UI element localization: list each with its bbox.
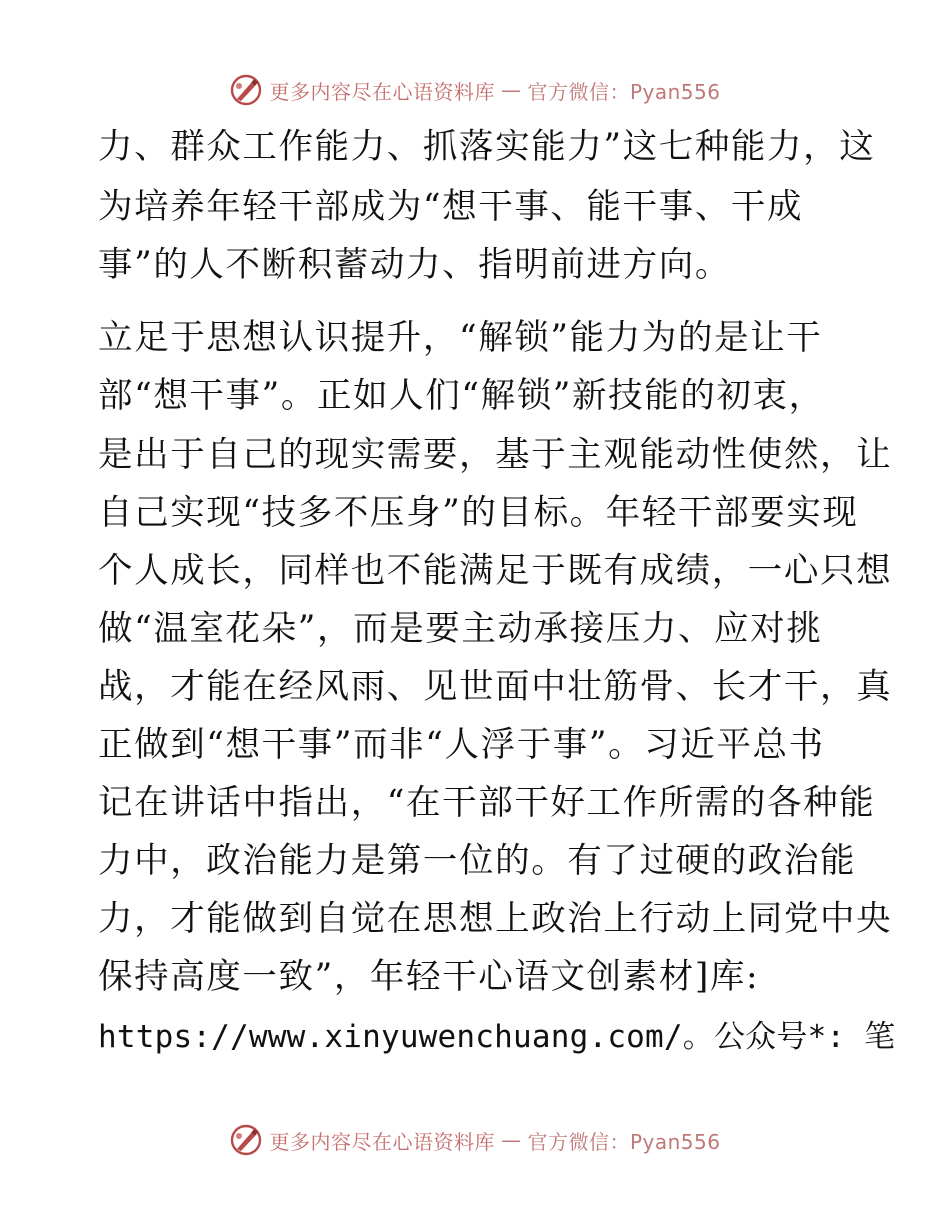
watermark-dash: — [500,1128,522,1152]
text-line: 个人成长，同样也不能满足于既有成绩，一心只想 [98,551,893,591]
watermark-library-text: 更多内容尽在心语资料库 [269,79,495,104]
text-line: 自己实现“技多不压身”的目标。年轻干部要实现 [98,493,859,533]
watermark-wechat-text: 官方微信：Pyan556 [527,1129,721,1154]
text-line: 保持高度一致”，年轻干心语文创素材]库: [98,957,760,997]
header-watermark-banner [0,70,950,110]
text-line: 部“想干事”。正如人们“解锁”新技能的初衷， [98,376,825,416]
text-line: 力、群众工作能力、抓落实能力”这七种能力，这 [98,127,876,167]
text-line: 战，才能在经风雨、见世面中壮筋骨、长才干，真 [98,667,893,707]
pen-logo-icon [229,1123,263,1157]
watermark-dash: — [500,78,522,102]
footer-watermark-banner [0,1120,950,1160]
text-line: 正做到“想干事”而非“人浮于事”。习近平总书 [98,725,825,765]
watermark-library-text: 更多内容尽在心语资料库 [269,1129,495,1154]
text-line: 力，才能做到自觉在思想上政治上行动上同党中央 [98,899,893,939]
text-line: 记在讲话中指出，“在干部干好工作所需的各种能 [98,783,876,823]
text-line: 立足于思想认识提升，“解锁”能力为的是让干 [98,318,823,358]
text-line: 力中，政治能力是第一位的。有了过硬的政治能 [98,841,857,881]
pen-logo-icon [229,73,263,107]
text-line: 为培养年轻干部成为“想干事、能干事、干成 [98,187,804,227]
watermark-wechat-text: 官方微信：Pyan556 [527,79,721,104]
text-line: 是出于自己的现实需要，基于主观能动性使然，让 [98,435,893,475]
text-line: 做“温室花朵”，而是要主动承接压力、应对挑 [98,609,823,649]
text-line-url: https://www.xinyuwenchuang.com/。公众号*: 笔 [98,1019,896,1055]
text-line: 事”的人不断积蓄动力、指明前进方向。 [98,245,731,285]
